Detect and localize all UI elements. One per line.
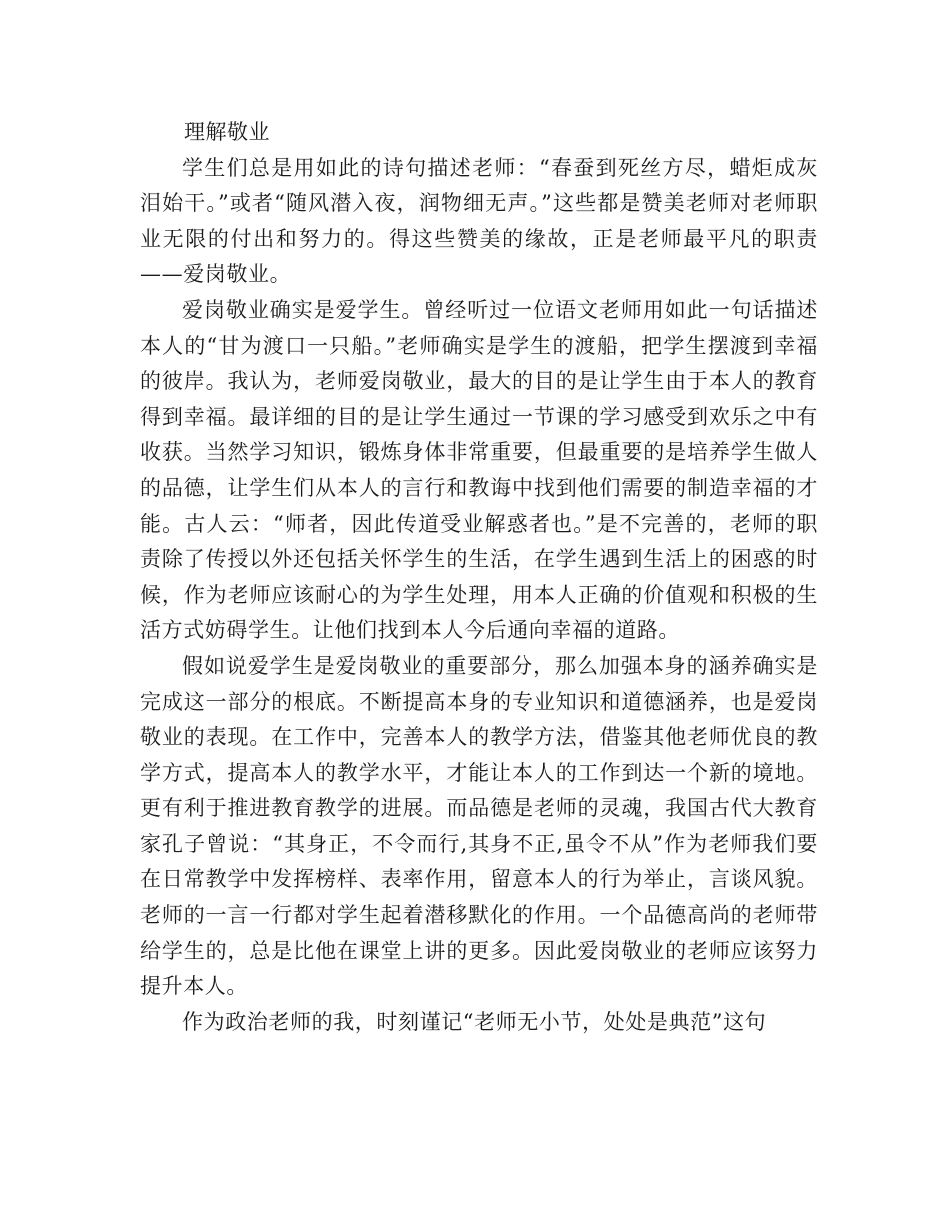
paragraph-1: 学生们总是用如此的诗句描述老师：“春蚕到死丝方尽，蜡炬成灰泪始干。”或者“随风潜入夜，润物细无声。”这些都是赞美老师对老师职业无限的付出和努力的。得这些赞美的缘故，正是老师最平凡的职责——爱岗敬业。: [140, 155, 818, 287]
paragraph-2: 爱岗敬业确实是爱学生。曾经听过一位语文老师用如此一句话描述本人的“甘为渡口一只船。”老师确实是学生的渡船，把学生摆渡到幸福的彼岸。我认为，老师爱岗敬业，最大的目的是让学生由于本人的教育得到幸福。最详细的目的是让学生通过一节课的学习感受到欢乐之中有收获。当然学习知识，锻炼身体非常重要，但最重要的是培养学生做人的品德，让学生们从本人的言行和教诲中找到他们需要的制造幸福的才能。古人云：“师者，因此传道受业解惑者也。”是不完善的，老师的职责除了传授以外还包括关怀学生的生活，在学生遇到生活上的困惑的时候，作为老师应该耐心的为学生处理，用本人正确的价值观和积极的生活方式妨碍学生。让他们找到本人今后通向幸福的道路。: [140, 297, 818, 643]
paragraph-3: 假如说爱学生是爱岗敬业的重要部分，那么加强本身的涵养确实是完成这一部分的根底。不断提高本身的专业知识和道德涵养，也是爱岗敬业的表现。在工作中，完善本人的教学方法，借鉴其他老师优良的教学方式，提高本人的教学水平，才能让本人的工作到达一个新的境地。更有利于推进教育教学的进展。而品德是老师的灵魂，我国古代大教育家孔子曾说：“其身正，不令而行,其身不正,虽令不从”作为老师我们要在日常教学中发挥榜样、表率作用，留意本人的行为举止，言谈风貌。老师的一言一行都对学生起着潜移默化的作用。一个品德高尚的老师带给学生的，总是比他在课堂上讲的更多。因此爱岗敬业的老师应该努力提升本人。: [140, 653, 818, 999]
document-title: 理解敬业: [184, 120, 270, 144]
paragraph-4: 作为政治老师的我，时刻谨记“老师无小节，处处是典范”这句: [182, 1009, 767, 1034]
